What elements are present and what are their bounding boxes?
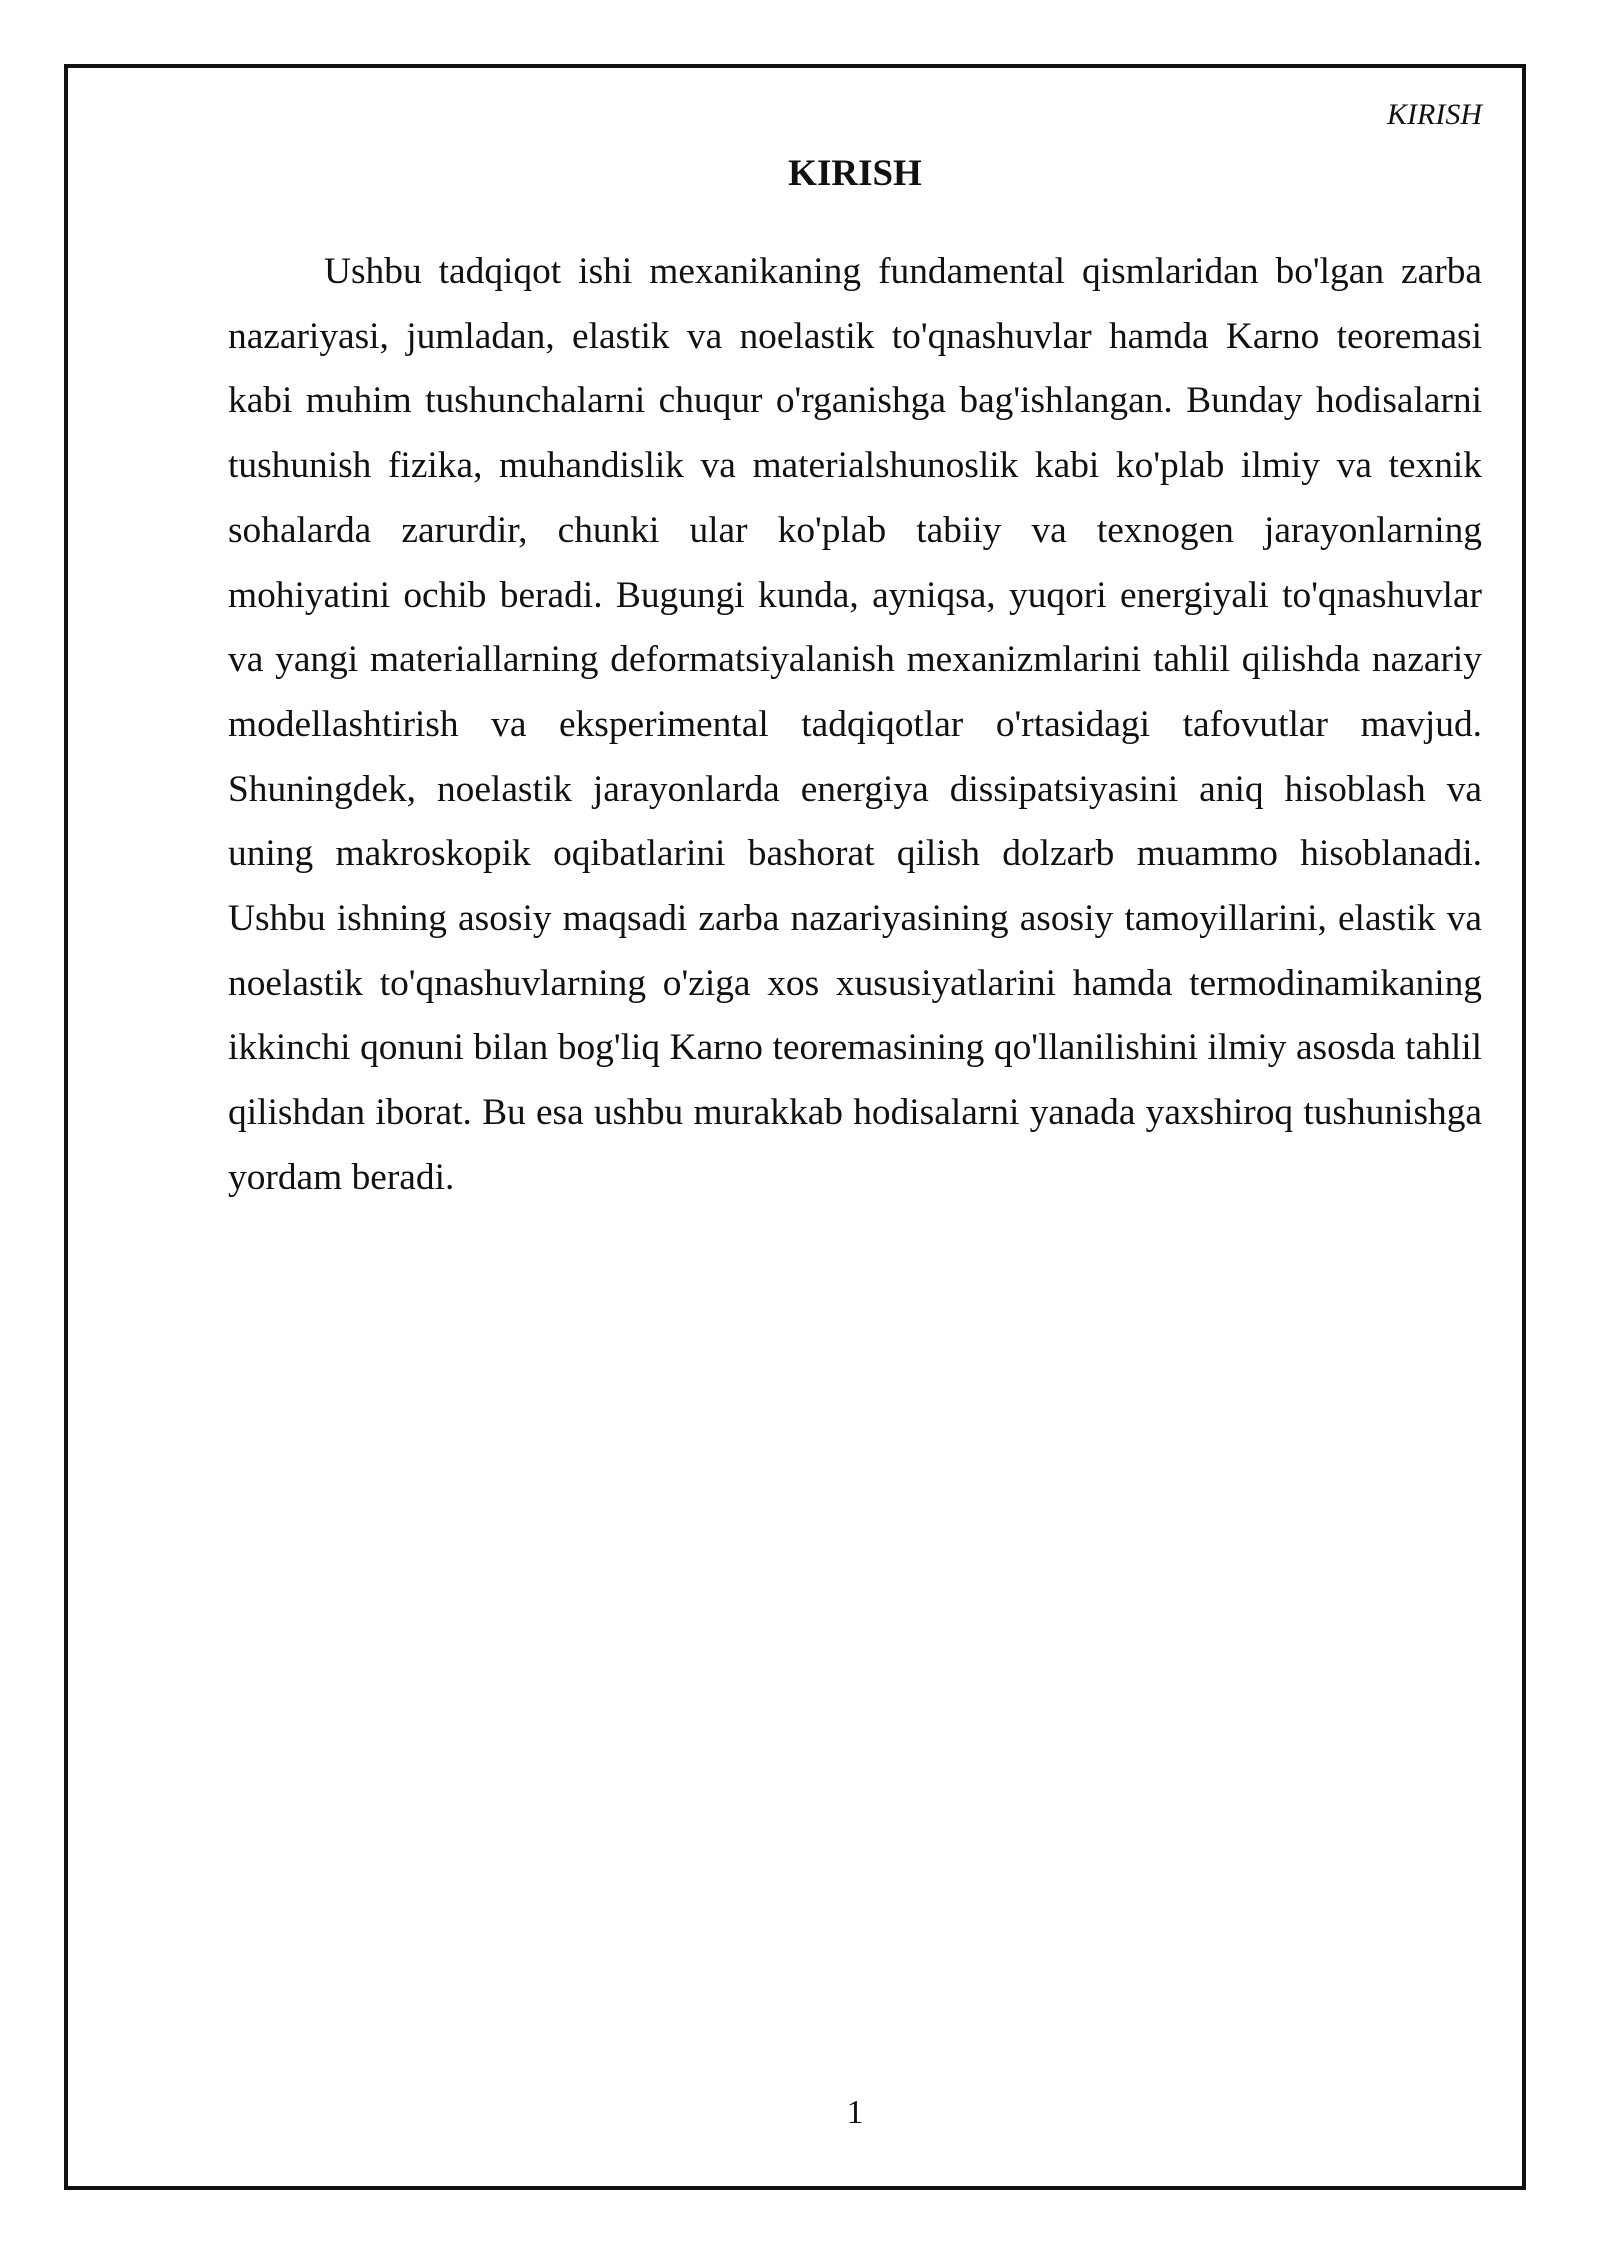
body-paragraph: Ushbu tadqiqot ishi mexanikaning fundamental qismlaridan bo'lgan zarba nazariyasi, jumladan, elastik va noelastik to'qnashuvlar hamda Karno teoremasi kabi muhim tushunchalarni chuqur o'rganishga bag'ishlangan. Bunday hodisalarni tushunish fizika, muhandislik va materialshunoslik kabi ko'plab ilmiy va texnik sohalarda zarurdir, chunki ular ko'plab tabiiy va texnogen jarayonlarning mohiyatini ochib beradi. Bugungi kunda, ayniqsa, yuqori energiyali to'qnashuvlar va yangi materiallarning deformatsiyalanish mexanizmlarini tahlil qilishda nazariy modellashtirish va eksperimental tadqiqotlar o'rtasidagi tafovutlar mavjud. Shuningdek, noelastik jarayonlarda energiya dissipatsiyasini aniq hisoblash va uning makroskopik oqibatlarini bashorat qilish dolzarb muammo hisoblanadi. Ushbu ishning asosiy maqsadi zarba nazariyasining asosiy tamoyillarini, elastik va noelastik to'qnashuvlarning o'ziga xos xususiyatlarini hamda termodinamikaning ikkinchi qonuni bilan bog'liq Karno teoremasining qo'llanilishini ilmiy asosda tahlil qilishdan iborat. Bu esa ushbu murakkab hodisalarni yanada yaxshiroq tushunishga yordam beradi. [228, 251, 1482, 1198]
page-title: KIRISH [788, 153, 922, 194]
page-number: 1 [846, 2094, 864, 2131]
running-header: KIRISH [1387, 98, 1482, 131]
